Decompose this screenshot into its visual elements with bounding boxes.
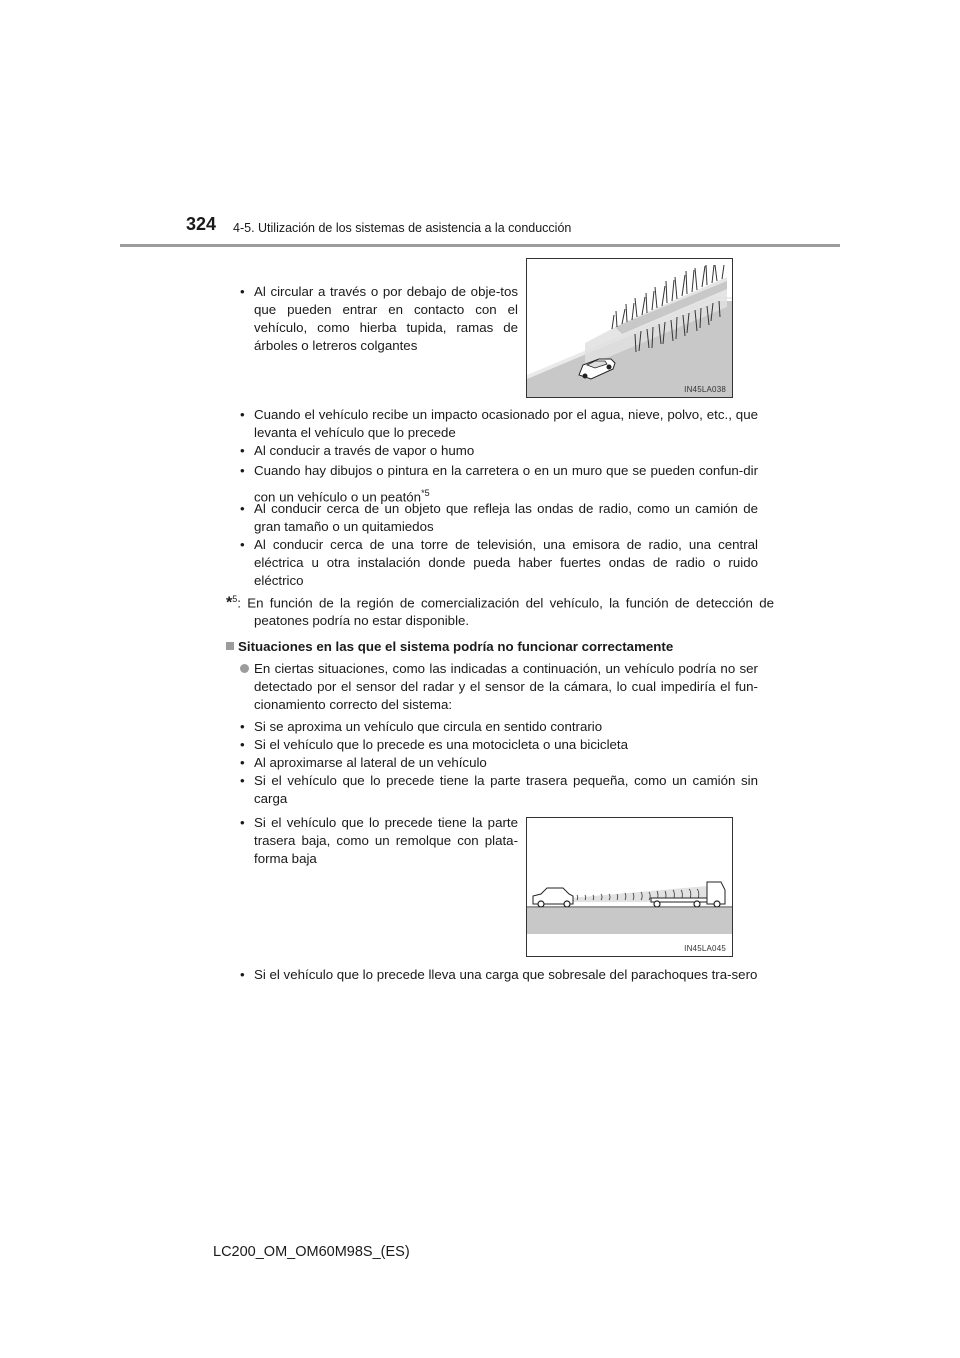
bullet-motorcycle (240, 736, 758, 754)
section-intro-text: En ciertas situaciones, como las indicadas a continuación, un vehículo podría no ser detectado por el sensor del radar y el sensor de la cámara, lo cual impediría el fun-cionamiento correcto del sistema: (254, 661, 758, 712)
header-divider (120, 244, 840, 247)
section-intro (240, 660, 758, 714)
bullet-text: Si el vehículo que lo precede es una motocicleta o una bicicleta (254, 737, 629, 752)
section-title: 4-5. Utilización de los sistemas de asistencia a la conducción (233, 221, 572, 235)
footnote-text: : En función de la región de comercialización del vehículo, la función de detección de peatones podría no estar disponible. (237, 595, 774, 629)
figure-code: IN45LA038 (684, 385, 726, 394)
footnote-ref: *5 (421, 488, 430, 498)
bullet-text: Al conducir a través de vapor o humo (254, 443, 475, 458)
page-number: 324 (186, 214, 217, 234)
bullet-low-rear (240, 814, 518, 868)
car-icon (533, 888, 573, 907)
bullet-small-rear (240, 772, 758, 808)
circle-bullet-icon (240, 664, 249, 673)
document-id: LC200_OM_OM60M98S_(ES) (213, 1244, 410, 1260)
bullet-text: Al aproximarse al lateral de un vehículo (254, 755, 487, 770)
figure-code: IN45LA045 (684, 944, 726, 953)
bullet-text: Al conducir cerca de un objeto que refleja las ondas de radio, como un camión de gran tamaño o un quitamiedos (254, 501, 758, 534)
bullet-text: Al conducir cerca de una torre de televisión, una emisora de radio, una central eléctrica u otra instalación donde pueda haber fuertes ondas de radio o ruido eléctrico (254, 537, 758, 588)
bullet-radio-reflector (240, 500, 758, 536)
bullet-text: Al circular a través o por debajo de obje-tos que pueden entrar en contacto con el vehículo, como hierba tupida, ramas de árboles o letreros colgantes (254, 284, 518, 353)
bullet-radio-tower (240, 536, 758, 590)
section-heading (226, 638, 746, 656)
figure-tall-grass (526, 258, 733, 398)
figure-low-trailer (526, 817, 733, 957)
bullet-text: Si el vehículo que lo precede tiene la parte trasera pequeña, como un camión sin carga (254, 773, 758, 806)
bullet-text: Cuando el vehículo recibe un impacto ocasionado por el agua, nieve, polvo, etc., que levanta el vehículo que lo precede (254, 407, 758, 440)
bullet-water-snow-dust (240, 406, 758, 442)
footnote (226, 590, 774, 630)
bullet-steam-smoke (240, 442, 758, 460)
bullet-protruding-load (240, 966, 758, 984)
square-bullet-icon (226, 642, 234, 650)
grass-road-illustration (527, 259, 732, 397)
bullet-lateral (240, 754, 758, 772)
section-heading-text: Situaciones en las que el sistema podría no funcionar correctamente (238, 639, 674, 654)
footnote-number: 5 (232, 594, 238, 604)
bullet-text: Si el vehículo que lo precede lleva una carga que sobresale del parachoques tra-sero (254, 967, 758, 982)
trailer-road-illustration (527, 818, 732, 956)
bullet-oncoming (240, 718, 758, 736)
footnote-marker: * (226, 594, 233, 612)
bullet-text: Si el vehículo que lo precede tiene la parte trasera baja, como un remolque con plata-forma baja (254, 815, 518, 866)
bullet-overhanging-objects (240, 283, 518, 355)
bullet-text: Si se aproxima un vehículo que circula en sentido contrario (254, 719, 603, 734)
bullet-text: Cuando hay dibujos o pintura en la carretera o en un muro que se pueden confun-dir con un vehículo o un peatón (254, 463, 758, 505)
